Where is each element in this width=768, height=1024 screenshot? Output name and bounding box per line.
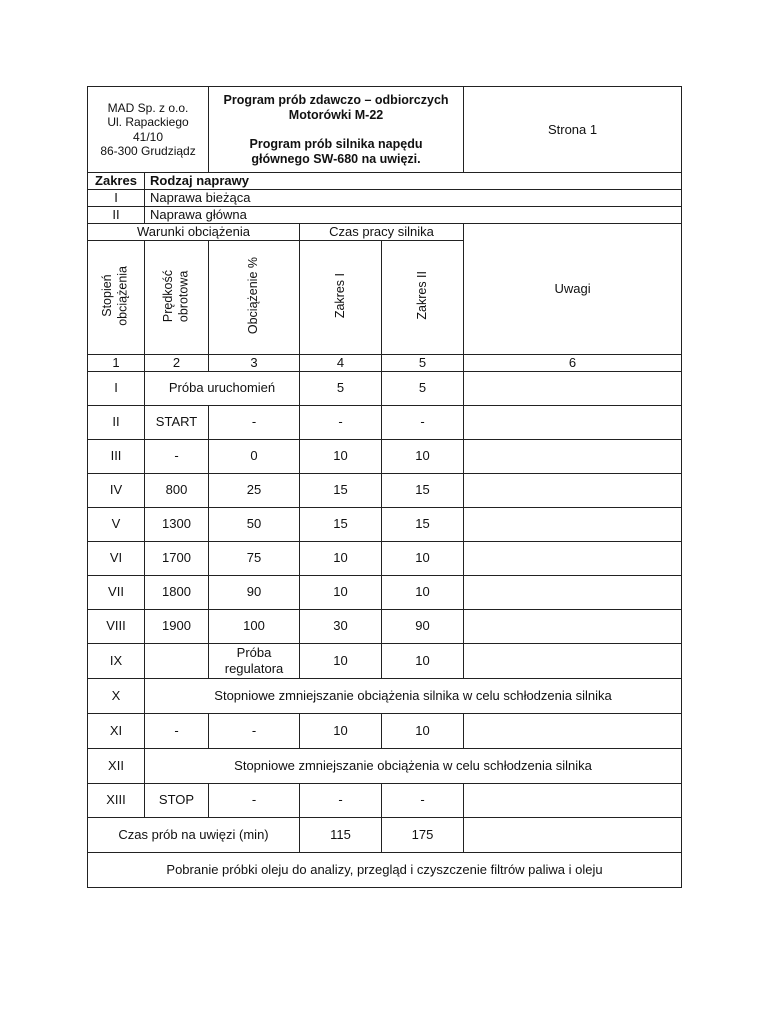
range1-cell: - — [300, 783, 382, 817]
footer-note: Pobranie próbki oleju do analizy, przegląd i czyszczenie filtrów paliwa i oleju — [88, 852, 682, 887]
notes-cell — [464, 541, 682, 575]
notes-cell — [464, 783, 682, 817]
range2-cell: 90 — [382, 609, 464, 643]
totals-range1: 115 — [300, 817, 382, 852]
subtitle-line-2: głównego SW-680 na uwięzi. — [251, 151, 421, 166]
notes-cell — [464, 473, 682, 507]
zakres-label: Naprawa główna — [145, 207, 682, 224]
load-header: Obciążenie % — [209, 241, 300, 355]
stage-cell: VII — [88, 575, 145, 609]
range1-cell: 15 — [300, 473, 382, 507]
range1-cell: 5 — [300, 371, 382, 405]
range2-cell: 10 — [382, 643, 464, 678]
stage-cell: V — [88, 507, 145, 541]
load-cell: Próba regulatora — [209, 643, 300, 678]
table-row — [88, 609, 682, 643]
range1-cell: 10 — [300, 575, 382, 609]
stage-cell: IX — [88, 643, 145, 678]
notes-cell — [464, 575, 682, 609]
title-line-2: Motorówki M-22 — [288, 107, 384, 122]
column-number: 5 — [382, 355, 464, 372]
speed-cell: 1900 — [145, 609, 209, 643]
range2-header: Zakres II — [382, 241, 464, 355]
zakres-header: Zakres — [88, 173, 145, 190]
speed-cell: START — [145, 405, 209, 439]
notes-cell — [464, 713, 682, 748]
column-number: 3 — [209, 355, 300, 372]
notes-cell — [464, 405, 682, 439]
range1-cell: 15 — [300, 507, 382, 541]
table-row — [88, 643, 682, 678]
range1-cell: 10 — [300, 439, 382, 473]
repair-type-header: Rodzaj naprawy — [145, 173, 682, 190]
range2-cell: 5 — [382, 371, 464, 405]
stage-cell: VIII — [88, 609, 145, 643]
load-cell: 75 — [209, 541, 300, 575]
notes-cell — [464, 609, 682, 643]
stage-cell: III — [88, 439, 145, 473]
notes-cell — [464, 817, 682, 852]
stage-cell: XIII — [88, 783, 145, 817]
stage-header: Stopień obciążenia — [88, 241, 145, 355]
range1-cell: 10 — [300, 541, 382, 575]
load-cell: 100 — [209, 609, 300, 643]
company-street: Ul. Rapackiego — [107, 115, 189, 130]
table-row — [88, 371, 682, 405]
range2-cell: 10 — [382, 541, 464, 575]
speed-cell: 800 — [145, 473, 209, 507]
zakres-code: I — [88, 190, 145, 207]
page-number: Strona 1 — [464, 87, 682, 173]
speed-cell: 1700 — [145, 541, 209, 575]
stage-cell: VI — [88, 541, 145, 575]
load-cell: - — [209, 713, 300, 748]
stage-cell: IV — [88, 473, 145, 507]
table-row — [88, 748, 682, 783]
speed-cell: - — [145, 439, 209, 473]
notes-cell — [464, 439, 682, 473]
stage-cell: I — [88, 371, 145, 405]
stage-cell: X — [88, 678, 145, 713]
notes-cell — [464, 371, 682, 405]
speed-cell: STOP — [145, 783, 209, 817]
speed-cell: - — [145, 713, 209, 748]
range2-cell: 15 — [382, 473, 464, 507]
range1-cell: 10 — [300, 643, 382, 678]
speed-cell — [145, 643, 209, 678]
notes-cell — [464, 643, 682, 678]
subtitle-line-1: Program prób silnika napędu — [249, 136, 423, 151]
table-row — [88, 473, 682, 507]
column-number: 1 — [88, 355, 145, 372]
range2-cell: 10 — [382, 439, 464, 473]
column-number: 4 — [300, 355, 382, 372]
speed-cell: 1800 — [145, 575, 209, 609]
range1-cell: 10 — [300, 713, 382, 748]
document-title — [209, 87, 464, 173]
notes-cell — [464, 507, 682, 541]
merged-note-cell: Stopniowe zmniejszanie obciążenia w celu schłodzenia silnika — [145, 748, 682, 783]
load-conditions-header: Warunki obciążenia — [88, 224, 300, 241]
table-row — [88, 541, 682, 575]
table-row — [88, 713, 682, 748]
range1-header: Zakres I — [300, 241, 382, 355]
engine-time-header: Czas pracy silnika — [300, 224, 464, 241]
company-number: 41/10 — [132, 129, 164, 144]
range1-cell: 30 — [300, 609, 382, 643]
load-cell: 0 — [209, 439, 300, 473]
range2-cell: - — [382, 405, 464, 439]
company-city: 86-300 Grudziądz — [100, 143, 196, 158]
range2-cell: 10 — [382, 713, 464, 748]
load-cell: 90 — [209, 575, 300, 609]
merged-cell: Próba uruchomień — [145, 371, 300, 405]
table-row — [88, 678, 682, 713]
load-cell: 25 — [209, 473, 300, 507]
table-row — [88, 575, 682, 609]
totals-range2: 175 — [382, 817, 464, 852]
load-cell: 50 — [209, 507, 300, 541]
totals-row — [88, 817, 682, 852]
column-number: 2 — [145, 355, 209, 372]
table-row — [88, 405, 682, 439]
test-program-table — [87, 86, 682, 888]
title-line-1: Program prób zdawczo – odbiorczych — [223, 92, 449, 107]
zakres-label: Naprawa bieżąca — [145, 190, 682, 207]
stage-cell: XI — [88, 713, 145, 748]
totals-label: Czas prób na uwięzi (min) — [88, 817, 300, 852]
range2-cell: 15 — [382, 507, 464, 541]
company-address — [88, 87, 209, 173]
stage-cell: II — [88, 405, 145, 439]
column-number: 6 — [464, 355, 682, 372]
company-name: MAD Sp. z o.o. — [107, 100, 189, 115]
range1-cell: - — [300, 405, 382, 439]
stage-cell: XII — [88, 748, 145, 783]
table-row — [88, 439, 682, 473]
table-row — [88, 507, 682, 541]
speed-header: Prędkość obrotowa — [145, 241, 209, 355]
range2-cell: 10 — [382, 575, 464, 609]
notes-header: Uwagi — [464, 224, 682, 355]
load-cell: - — [209, 783, 300, 817]
range2-cell: - — [382, 783, 464, 817]
table-row — [88, 783, 682, 817]
zakres-code: II — [88, 207, 145, 224]
load-cell: - — [209, 405, 300, 439]
merged-note-cell: Stopniowe zmniejszanie obciążenia silnika w celu schłodzenia silnika — [145, 678, 682, 713]
speed-cell: 1300 — [145, 507, 209, 541]
